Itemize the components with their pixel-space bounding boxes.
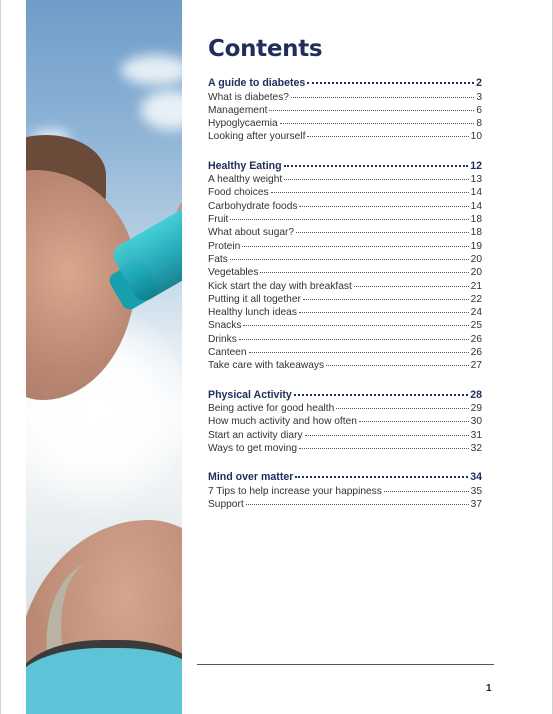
- toc-page-number: 26: [470, 347, 482, 359]
- toc-entry-label: Protein: [208, 240, 241, 252]
- toc-page-number: 37: [470, 499, 482, 511]
- toc-page-number: 30: [470, 416, 482, 428]
- dot-leader: [243, 325, 468, 326]
- dot-leader: [305, 435, 469, 436]
- dot-leader: [303, 299, 469, 300]
- dot-leader: [230, 219, 468, 220]
- section-heading-label: A guide to diabetes: [208, 77, 306, 89]
- toc-section-heading[interactable]: [208, 388, 482, 403]
- toc-page-number: 34: [470, 471, 482, 484]
- dot-leader: [246, 504, 469, 505]
- toc-entry-label: Ways to get moving: [208, 443, 298, 455]
- toc-entry[interactable]: [208, 346, 482, 359]
- toc-entry-label: Looking after yourself: [208, 131, 306, 143]
- toc-entry[interactable]: [208, 104, 482, 117]
- toc-entry[interactable]: [208, 117, 482, 130]
- toc-page-number: 27: [470, 360, 482, 372]
- toc-entry-label: Drinks: [208, 333, 237, 345]
- dot-leader: [271, 192, 469, 193]
- toc-entry[interactable]: [208, 293, 482, 306]
- toc-section: [208, 76, 482, 144]
- toc-entry[interactable]: [208, 266, 482, 279]
- section-heading-label: Mind over matter: [208, 471, 294, 484]
- toc-entry[interactable]: [208, 173, 482, 186]
- dot-leader: [230, 259, 469, 260]
- dot-leader: [296, 232, 469, 233]
- dot-leader: [249, 352, 469, 353]
- toc-page-number: 20: [470, 267, 482, 279]
- toc-entry-label: Putting it all together: [208, 293, 301, 305]
- dot-leader: [299, 312, 469, 313]
- toc-page-number: 14: [470, 200, 482, 212]
- toc-entry[interactable]: [208, 415, 482, 428]
- dot-leader: [294, 394, 468, 396]
- dot-leader: [384, 491, 469, 492]
- page-title: Contents: [208, 36, 323, 62]
- toc-entry-label: Vegetables: [208, 267, 259, 279]
- toc-entry-label: Kick start the day with breakfast: [208, 280, 352, 292]
- dot-leader: [239, 339, 469, 340]
- toc-page-number: 26: [470, 333, 482, 345]
- toc-entry-label: A healthy weight: [208, 174, 283, 186]
- toc-entry[interactable]: [208, 213, 482, 226]
- toc-section: [208, 388, 482, 456]
- toc-page-number: 2: [476, 77, 482, 89]
- toc-page-number: 25: [470, 320, 482, 332]
- toc-entry[interactable]: [208, 186, 482, 199]
- toc-page-number: 3: [476, 91, 482, 103]
- toc-section-heading[interactable]: [208, 159, 482, 174]
- toc-entry-label: Healthy lunch ideas: [208, 307, 297, 319]
- toc-entry[interactable]: [208, 280, 482, 293]
- toc-page-number: 32: [470, 443, 482, 455]
- toc-section-heading[interactable]: [208, 470, 482, 485]
- table-of-contents: [208, 76, 482, 526]
- toc-page-number: 29: [470, 403, 482, 415]
- dot-leader: [242, 246, 468, 247]
- toc-entry[interactable]: [208, 200, 482, 213]
- toc-page-number: 28: [470, 388, 482, 401]
- toc-entry-label: Support: [208, 499, 244, 511]
- toc-page-number: 10: [470, 131, 482, 143]
- dot-leader: [299, 206, 468, 207]
- toc-page-number: 22: [470, 293, 482, 305]
- toc-entry-label: Start an activity diary: [208, 429, 303, 441]
- toc-entry-label: Canteen: [208, 347, 247, 359]
- toc-page-number: 35: [470, 485, 482, 497]
- toc-page-number: 8: [476, 118, 482, 130]
- toc-entry-label: What is diabetes?: [208, 91, 289, 103]
- dot-leader: [260, 272, 468, 273]
- dot-leader: [299, 448, 469, 449]
- toc-entry[interactable]: [208, 130, 482, 143]
- toc-page-number: 13: [470, 174, 482, 186]
- toc-page-number: 24: [470, 307, 482, 319]
- toc-page-number: 14: [470, 187, 482, 199]
- toc-page-number: 18: [470, 214, 482, 226]
- dot-leader: [326, 365, 469, 366]
- toc-entry[interactable]: [208, 240, 482, 253]
- dot-leader: [307, 136, 468, 137]
- dot-leader: [280, 123, 475, 124]
- woman-drinking-water-photo: [26, 0, 182, 714]
- page-number: 1: [486, 683, 492, 694]
- toc-entry-label: What about sugar?: [208, 227, 295, 239]
- toc-page-number: 6: [476, 104, 482, 116]
- toc-section: [208, 159, 482, 373]
- toc-entry[interactable]: [208, 91, 482, 104]
- dot-leader: [295, 476, 468, 478]
- toc-entry[interactable]: [208, 226, 482, 239]
- toc-entry-label: Fruit: [208, 214, 229, 226]
- toc-page-number: 21: [470, 280, 482, 292]
- toc-entry[interactable]: [208, 442, 482, 455]
- toc-page-number: 19: [470, 240, 482, 252]
- toc-entry-label: How much activity and how often: [208, 416, 357, 428]
- dot-leader: [354, 286, 469, 287]
- toc-section: [208, 470, 482, 511]
- toc-page-number: 20: [470, 253, 482, 265]
- toc-entry[interactable]: [208, 498, 482, 511]
- toc-entry-label: Hypoglycaemia: [208, 118, 278, 130]
- dot-leader: [284, 165, 469, 167]
- toc-entry[interactable]: [208, 319, 482, 332]
- dot-leader: [269, 110, 474, 111]
- toc-entry-label: 7 Tips to help increase your happiness: [208, 485, 382, 497]
- footer-divider: [197, 664, 494, 665]
- section-heading-label: Healthy Eating: [208, 159, 282, 172]
- toc-entry-label: Management: [208, 104, 268, 116]
- toc-entry[interactable]: [208, 306, 482, 319]
- toc-entry-label: Food choices: [208, 187, 269, 199]
- dot-leader: [336, 408, 468, 409]
- toc-page-number: 18: [470, 227, 482, 239]
- toc-section-heading[interactable]: [208, 76, 482, 91]
- toc-entry-label: Fats: [208, 253, 228, 265]
- toc-entry[interactable]: [208, 402, 482, 415]
- toc-page-number: 12: [470, 159, 482, 172]
- dot-leader: [291, 97, 474, 98]
- toc-entry-label: Take care with takeaways: [208, 360, 325, 372]
- toc-entry-label: Snacks: [208, 320, 242, 332]
- toc-entry[interactable]: [208, 253, 482, 266]
- section-heading-label: Physical Activity: [208, 388, 292, 401]
- toc-entry[interactable]: [208, 333, 482, 346]
- dot-leader: [307, 82, 474, 84]
- toc-page-number: 31: [470, 429, 482, 441]
- dot-leader: [359, 421, 469, 422]
- toc-entry[interactable]: [208, 429, 482, 442]
- toc-entry[interactable]: [208, 485, 482, 498]
- toc-entry[interactable]: [208, 359, 482, 372]
- toc-entry-label: Being active for good health: [208, 403, 335, 415]
- toc-entry-label: Carbohydrate foods: [208, 200, 298, 212]
- dot-leader: [284, 179, 468, 180]
